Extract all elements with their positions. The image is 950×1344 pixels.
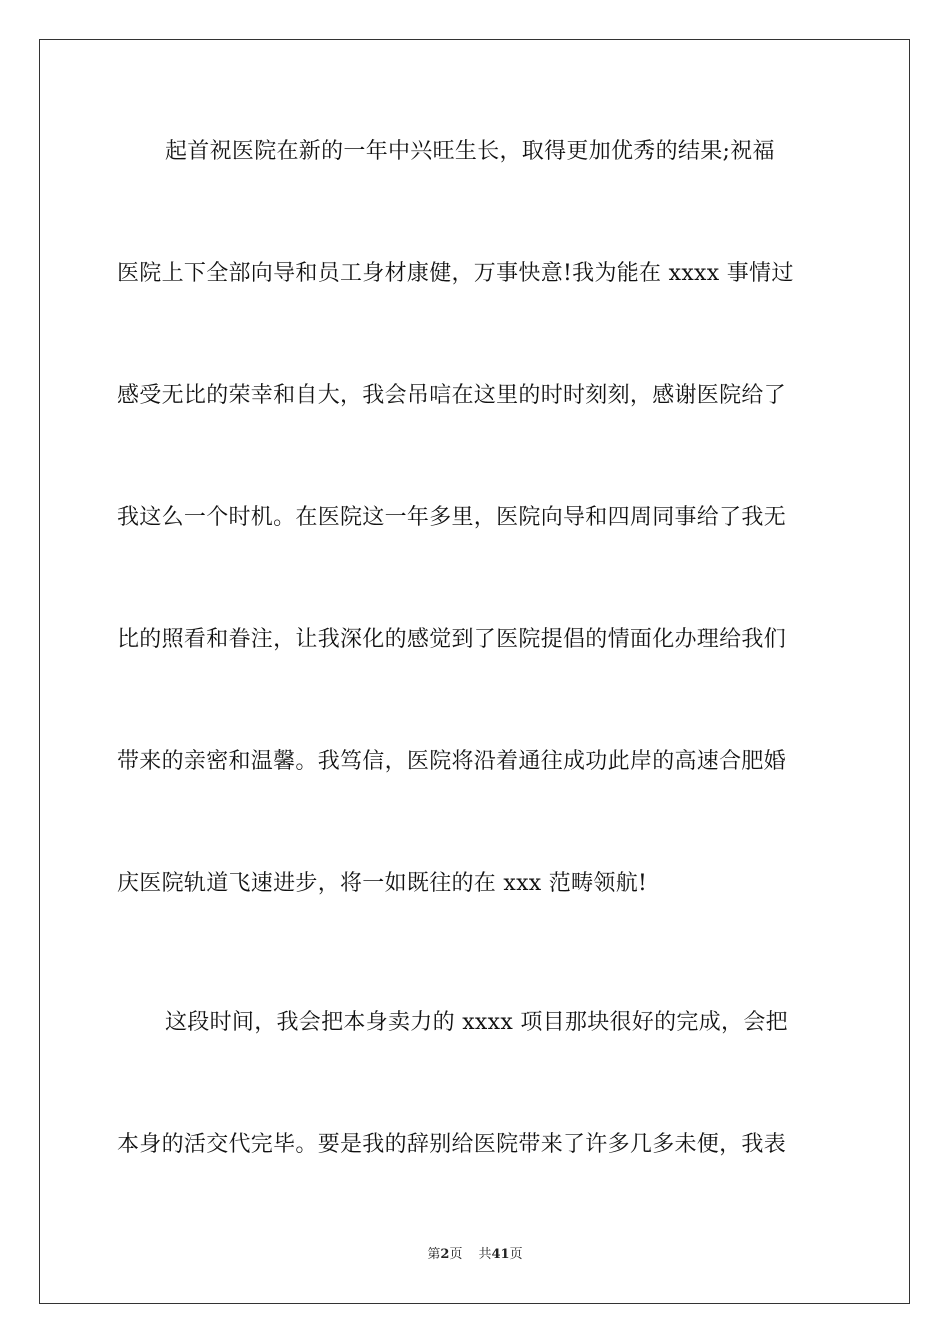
paragraph-line: 庆医院轨道飞速进步，将一如既往的在 xxx 范畴领航! bbox=[117, 871, 648, 896]
page-border bbox=[39, 39, 910, 1304]
page-current: 2 bbox=[440, 1247, 450, 1262]
paragraph-line: 比的照看和眷注，让我深化的感觉到了医院提倡的情面化办理给我们 bbox=[117, 627, 787, 652]
page-footer bbox=[0, 1246, 950, 1264]
paragraph-line: 我这么一个时机。在医院这一年多里，医院向导和四周同事给了我无 bbox=[117, 505, 787, 530]
page-prefix: 第 bbox=[427, 1247, 441, 1262]
paragraph-line: 这段时间，我会把本身卖力的 xxxx 项目那块很好的完成，会把 bbox=[165, 1010, 788, 1035]
paragraph-line: 带来的亲密和温馨。我笃信，医院将沿着通往成功此岸的高速合肥婚 bbox=[117, 749, 787, 774]
total-prefix: 共 bbox=[478, 1247, 492, 1262]
total-suffix: 页 bbox=[509, 1247, 523, 1262]
page-suffix: 页 bbox=[449, 1247, 463, 1262]
paragraph-line: 医院上下全部向导和员工身材康健，万事快意!我为能在 xxxx 事情过 bbox=[117, 261, 794, 286]
total-pages: 41 bbox=[491, 1247, 510, 1262]
paragraph-line: 感受无比的荣幸和自大，我会吊唁在这里的时时刻刻，感谢医院给了 bbox=[117, 383, 787, 408]
paragraph-line: 本身的活交代完毕。要是我的辞别给医院带来了许多几多未便，我表 bbox=[117, 1132, 787, 1157]
paragraph-line: 起首祝医院在新的一年中兴旺生长，取得更加优秀的结果;祝福 bbox=[165, 139, 775, 164]
